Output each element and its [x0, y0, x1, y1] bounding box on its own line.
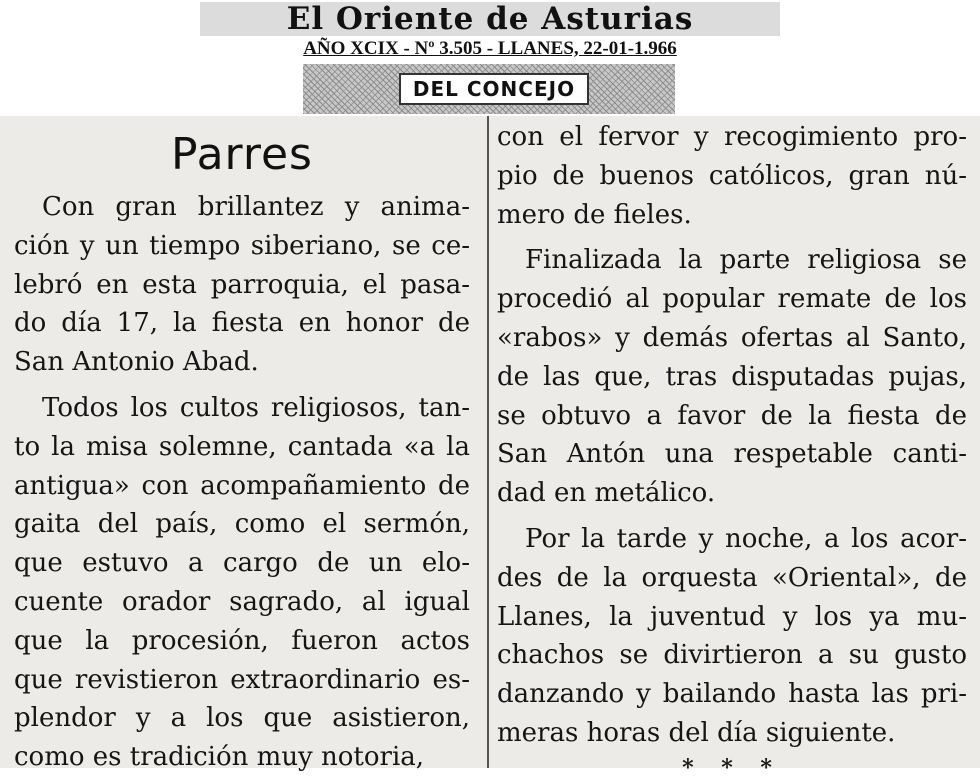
article-line: que estuvo a cargo de un elo- [14, 548, 470, 579]
article-line: pio de buenos católicos, gran nú- [497, 160, 967, 191]
article-line: que revistieron extraordinario es- [14, 664, 470, 695]
article-line: danzando y bailando hasta las pri- [497, 679, 967, 710]
article-line: con el fervor y recogimiento pro- [497, 122, 967, 152]
article-line: lebró en esta parroquia, el pasa- [14, 269, 470, 300]
article-line: como es tradición muy notoria, [14, 742, 425, 773]
article-line: des de la orquesta «Oriental», de [497, 562, 967, 593]
article-line: mero de fieles. [497, 199, 692, 230]
article-paragraph [497, 520, 967, 753]
article-line: Con gran brillantez y anima- [42, 192, 470, 222]
article-left-column [14, 116, 470, 777]
article-line: to la misa solemne, cantada «a la [14, 431, 470, 462]
article-line: se obtuvo a favor de la fiesta de [497, 400, 967, 431]
article-headline: Parres [171, 129, 313, 180]
article-line: San Antonio Abad. [14, 347, 259, 378]
section-label: DEL CONCEJO [399, 73, 589, 105]
end-mark: * * * [682, 754, 782, 781]
article-line: Llanes, la juventud y los ya mu- [497, 601, 967, 632]
newspaper-masthead: El Oriente de Asturias [200, 2, 780, 36]
right-paragraphs [497, 116, 967, 753]
article-line: que la procesión, fueron actos [14, 625, 470, 656]
article-line: procedió al popular remate de los [497, 284, 967, 315]
article-line: plendor y a los que asistieron, [14, 703, 470, 734]
column-divider [487, 116, 489, 768]
article-paragraph [497, 118, 967, 234]
article-right-column [497, 116, 967, 781]
article-line: chachos se divirtieron a su gusto [497, 640, 967, 671]
article-line: Por la tarde y noche, a los acor- [525, 523, 967, 554]
article-line: «rabos» y demás ofertas al Santo, [497, 322, 967, 353]
article-paragraph [497, 241, 967, 513]
article-line: Finalizada la parte religiosa se [525, 245, 967, 276]
article-line: ción y un tiempo siberiano, se ce- [14, 230, 470, 261]
article-paragraph [14, 188, 470, 382]
article-line: San Antón una respetable canti- [497, 439, 967, 470]
article-line: antigua» con acompañamiento de [14, 470, 470, 501]
article-line: do día 17, la fiesta en honor de [14, 308, 470, 339]
section-banner [303, 64, 675, 114]
paragraph-gap [497, 513, 967, 520]
article-paragraph [14, 389, 470, 777]
article-line: cuente orador sagrado, al igual [14, 586, 470, 617]
left-paragraphs [14, 188, 470, 777]
article-line: Todos los cultos religiosos, tan- [42, 392, 470, 423]
issue-line: AÑO XCIX - Nº 3.505 - LLANES, 22-01-1.966 [303, 38, 677, 59]
paragraph-gap [14, 382, 470, 389]
article-line: de las que, tras disputadas pujas, [497, 361, 967, 392]
article-line: dad en metálico. [497, 478, 716, 509]
article-line: gaita del país, como el sermón, [14, 509, 470, 540]
article-line: meras horas del día siguiente. [497, 717, 896, 748]
paragraph-gap [497, 234, 967, 241]
